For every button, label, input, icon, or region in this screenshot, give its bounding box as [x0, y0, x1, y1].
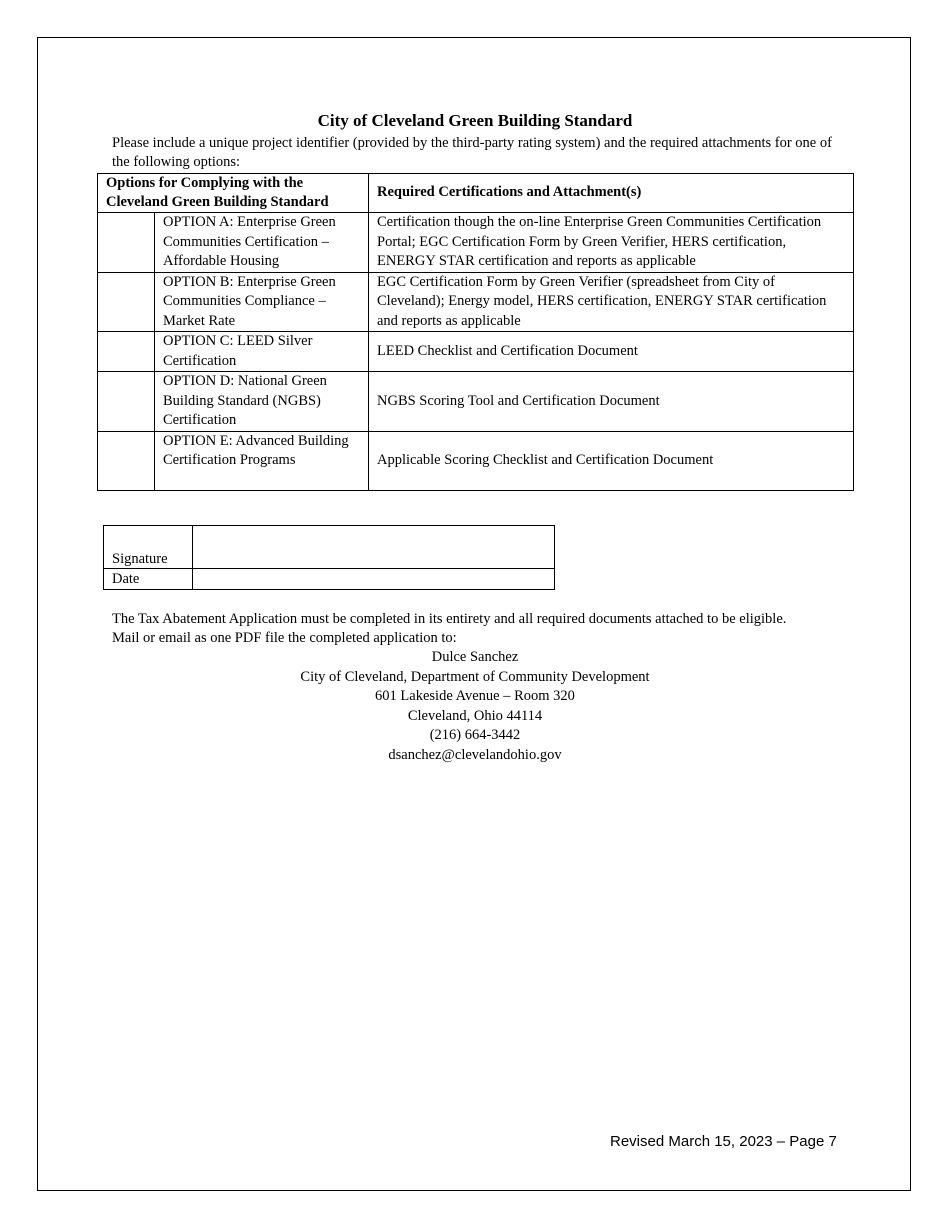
date-row — [104, 569, 555, 590]
signature-row — [104, 526, 555, 569]
option-b-checkbox-cell[interactable] — [98, 272, 155, 332]
options-table-header — [98, 174, 854, 213]
table-row-option-d — [98, 372, 854, 432]
table-row-option-c — [98, 332, 854, 372]
contact-city: Cleveland, Ohio 44114 — [407, 707, 543, 724]
option-e-required: Applicable Scoring Checklist and Certification Document — [369, 431, 854, 490]
table-row-option-a — [98, 213, 854, 273]
signature-table — [103, 525, 555, 590]
header-required: Required Certifications and Attachment(s) — [369, 174, 854, 213]
table-row-option-e — [98, 431, 854, 490]
header-options-line2: Cleveland Green Building Standard — [106, 194, 329, 210]
signature-field[interactable] — [193, 526, 555, 569]
contact-address: 601 Lakeside Avenue – Room 320 — [375, 688, 575, 704]
option-c-checkbox-cell[interactable] — [98, 332, 155, 372]
header-options-line1: Options for Complying with the — [106, 175, 304, 191]
option-e-label: OPTION E: Advanced Building Certification Programs — [155, 431, 369, 490]
option-a-label: OPTION A: Enterprise Green Communities Certification – Affordable Housing — [155, 213, 369, 273]
option-d-required: NGBS Scoring Tool and Certification Document — [369, 372, 854, 432]
page-title: City of Cleveland Green Building Standard — [317, 111, 633, 130]
date-field[interactable] — [193, 569, 555, 590]
option-b-label: OPTION B: Enterprise Green Communities Compliance – Market Rate — [155, 272, 369, 332]
option-c-label: OPTION C: LEED Silver Certification — [155, 332, 369, 372]
contact-name: Dulce Sanchez — [431, 649, 519, 665]
submission-notice — [112, 610, 872, 648]
contact-block — [0, 648, 950, 765]
intro-text: Please include a unique project identifier (provided by the third-party rating system) and the required attachments for one of the following options: — [112, 135, 832, 170]
contact-phone: (216) 664-3442 — [429, 727, 521, 743]
option-d-checkbox-cell[interactable] — [98, 372, 155, 432]
notice-line-2: Mail or email as one PDF file the completed application to: — [112, 630, 457, 646]
option-a-required: Certification though the on-line Enterprise Green Communities Certification Portal; EGC Certification Form by Green Verifier, HERS certification, ENERGY STAR certification and reports as applicable — [369, 213, 854, 273]
option-b-required: EGC Certification Form by Green Verifier (spreadsheet from City of Cleveland); Energy model, HERS certification, ENERGY STAR certification and reports as applicable — [369, 272, 854, 332]
signature-label: Signature — [104, 526, 193, 569]
header-options — [98, 174, 369, 213]
contact-department: City of Cleveland, Department of Community Development — [300, 668, 650, 685]
notice-line-1: The Tax Abatement Application must be completed in its entirety and all required documents attached to be eligible. — [112, 611, 787, 627]
option-a-checkbox-cell[interactable] — [98, 213, 155, 273]
option-e-checkbox-cell[interactable] — [98, 431, 155, 490]
option-d-label: OPTION D: National Green Building Standard (NGBS) Certification — [155, 372, 369, 432]
options-table — [97, 173, 854, 491]
page-footer: Revised March 15, 2023 – Page 7 — [610, 1133, 837, 1150]
table-row-option-b — [98, 272, 854, 332]
contact-email[interactable]: dsanchez@clevelandohio.gov — [388, 746, 562, 763]
date-label: Date — [104, 569, 193, 590]
option-c-required: LEED Checklist and Certification Document — [369, 332, 854, 372]
